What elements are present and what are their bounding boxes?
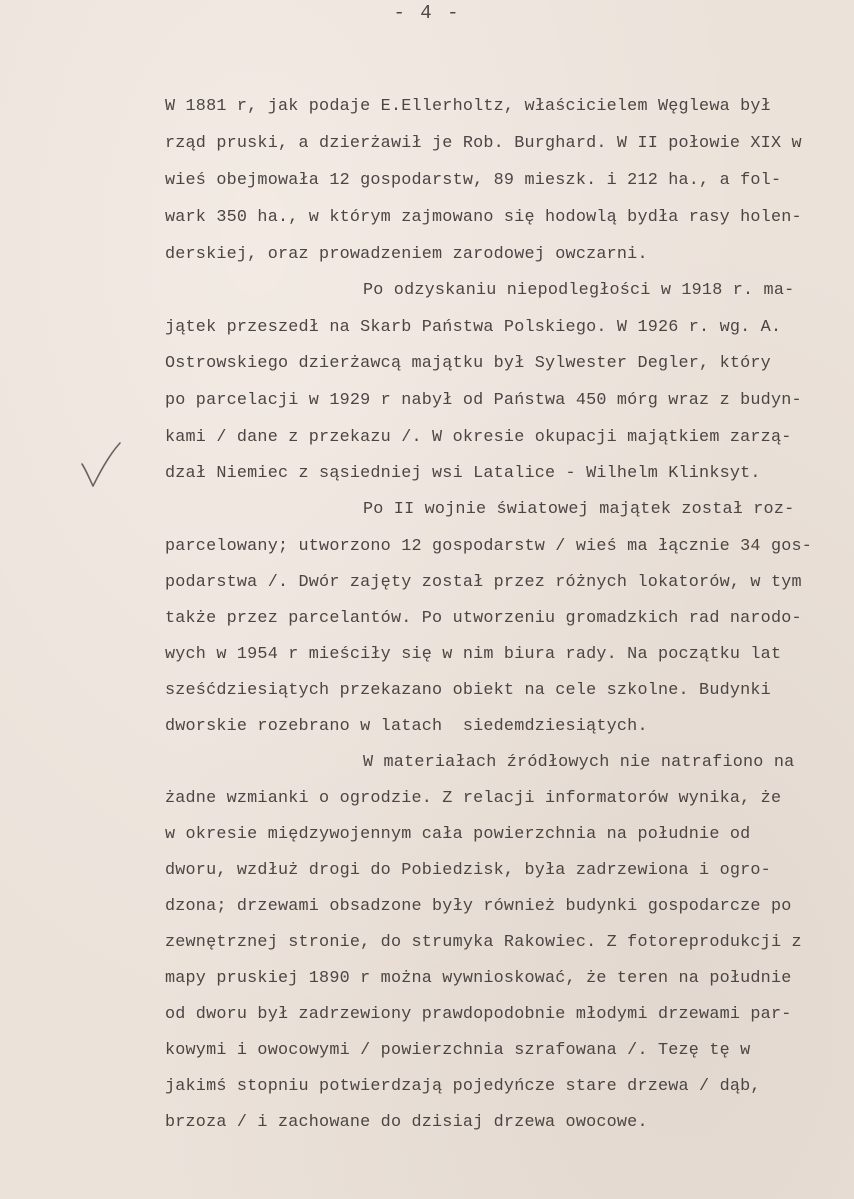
text-line: po parcelacji w 1929 r nabył od Państwa 450 mórg wraz z budyn-: [165, 391, 802, 410]
text-line: mapy pruskiej 1890 r można wywnioskować, że teren na południe: [165, 969, 792, 988]
text-line: dworskie rozebrano w latach siedemdziesiątych.: [165, 717, 648, 736]
text-line: w okresie międzywojennym cała powierzchnia na południe od: [165, 825, 751, 844]
text-line: dworu, wzdłuż drogi do Pobiedzisk, była zadrzewiona i ogro-: [165, 861, 771, 880]
handwritten-checkmark-icon: [78, 440, 124, 490]
text-line: W materiałach źródłowych nie natrafiono na: [363, 753, 795, 772]
text-line: także przez parcelantów. Po utworzeniu gromadzkich rad narodo-: [165, 609, 802, 628]
text-line: wark 350 ha., w którym zajmowano się hodowlą bydła rasy holen-: [165, 208, 802, 227]
text-line: brzoza / i zachowane do dzisiaj drzewa owocowe.: [165, 1113, 648, 1132]
text-line: żadne wzmianki o ogrodzie. Z relacji informatorów wynika, że: [165, 789, 782, 808]
text-line: rząd pruski, a dzierżawił je Rob. Burghard. W II połowie XIX w: [165, 134, 802, 153]
text-line: od dworu był zadrzewiony prawdopodobnie młodymi drzewami par-: [165, 1005, 792, 1024]
text-line: parcelowany; utworzono 12 gospodarstw / wieś ma łącznie 34 gos-: [165, 537, 813, 556]
text-line: Po II wojnie światowej majątek został roz-: [363, 500, 795, 519]
text-line: derskiej, oraz prowadzeniem zarodowej owczarni.: [165, 245, 648, 264]
text-line: wych w 1954 r mieściły się w nim biura rady. Na początku lat: [165, 645, 782, 664]
text-line: podarstwa /. Dwór zajęty został przez różnych lokatorów, w tym: [165, 573, 802, 592]
text-line: Po odzyskaniu niepodległości w 1918 r. ma-: [363, 281, 795, 300]
text-line: sześćdziesiątych przekazano obiekt na cele szkolne. Budynki: [165, 681, 771, 700]
page-number: - 4 -: [393, 2, 461, 24]
text-line: kami / dane z przekazu /. W okresie okupacji majątkiem zarzą-: [165, 428, 792, 447]
text-line: jakimś stopniu potwierdzają pojedyńcze stare drzewa / dąb,: [165, 1077, 761, 1096]
text-line: zewnętrznej stronie, do strumyka Rakowiec. Z fotoreprodukcji z: [165, 933, 802, 952]
text-line: kowymi i owocowymi / powierzchnia szrafowana /. Tezę tę w: [165, 1041, 751, 1060]
text-line: dzał Niemiec z sąsiedniej wsi Latalice - Wilhelm Klinksyt.: [165, 464, 761, 483]
text-line: jątek przeszedł na Skarb Państwa Polskiego. W 1926 r. wg. A.: [165, 318, 782, 337]
text-line: dzona; drzewami obsadzone były również budynki gospodarcze po: [165, 897, 792, 916]
text-line: wieś obejmowała 12 gospodarstw, 89 mieszk. i 212 ha., a fol-: [165, 171, 782, 190]
text-line: W 1881 r, jak podaje E.Ellerholtz, właścicielem Węglewa był: [165, 97, 771, 116]
text-line: Ostrowskiego dzierżawcą majątku był Sylwester Degler, który: [165, 354, 771, 373]
